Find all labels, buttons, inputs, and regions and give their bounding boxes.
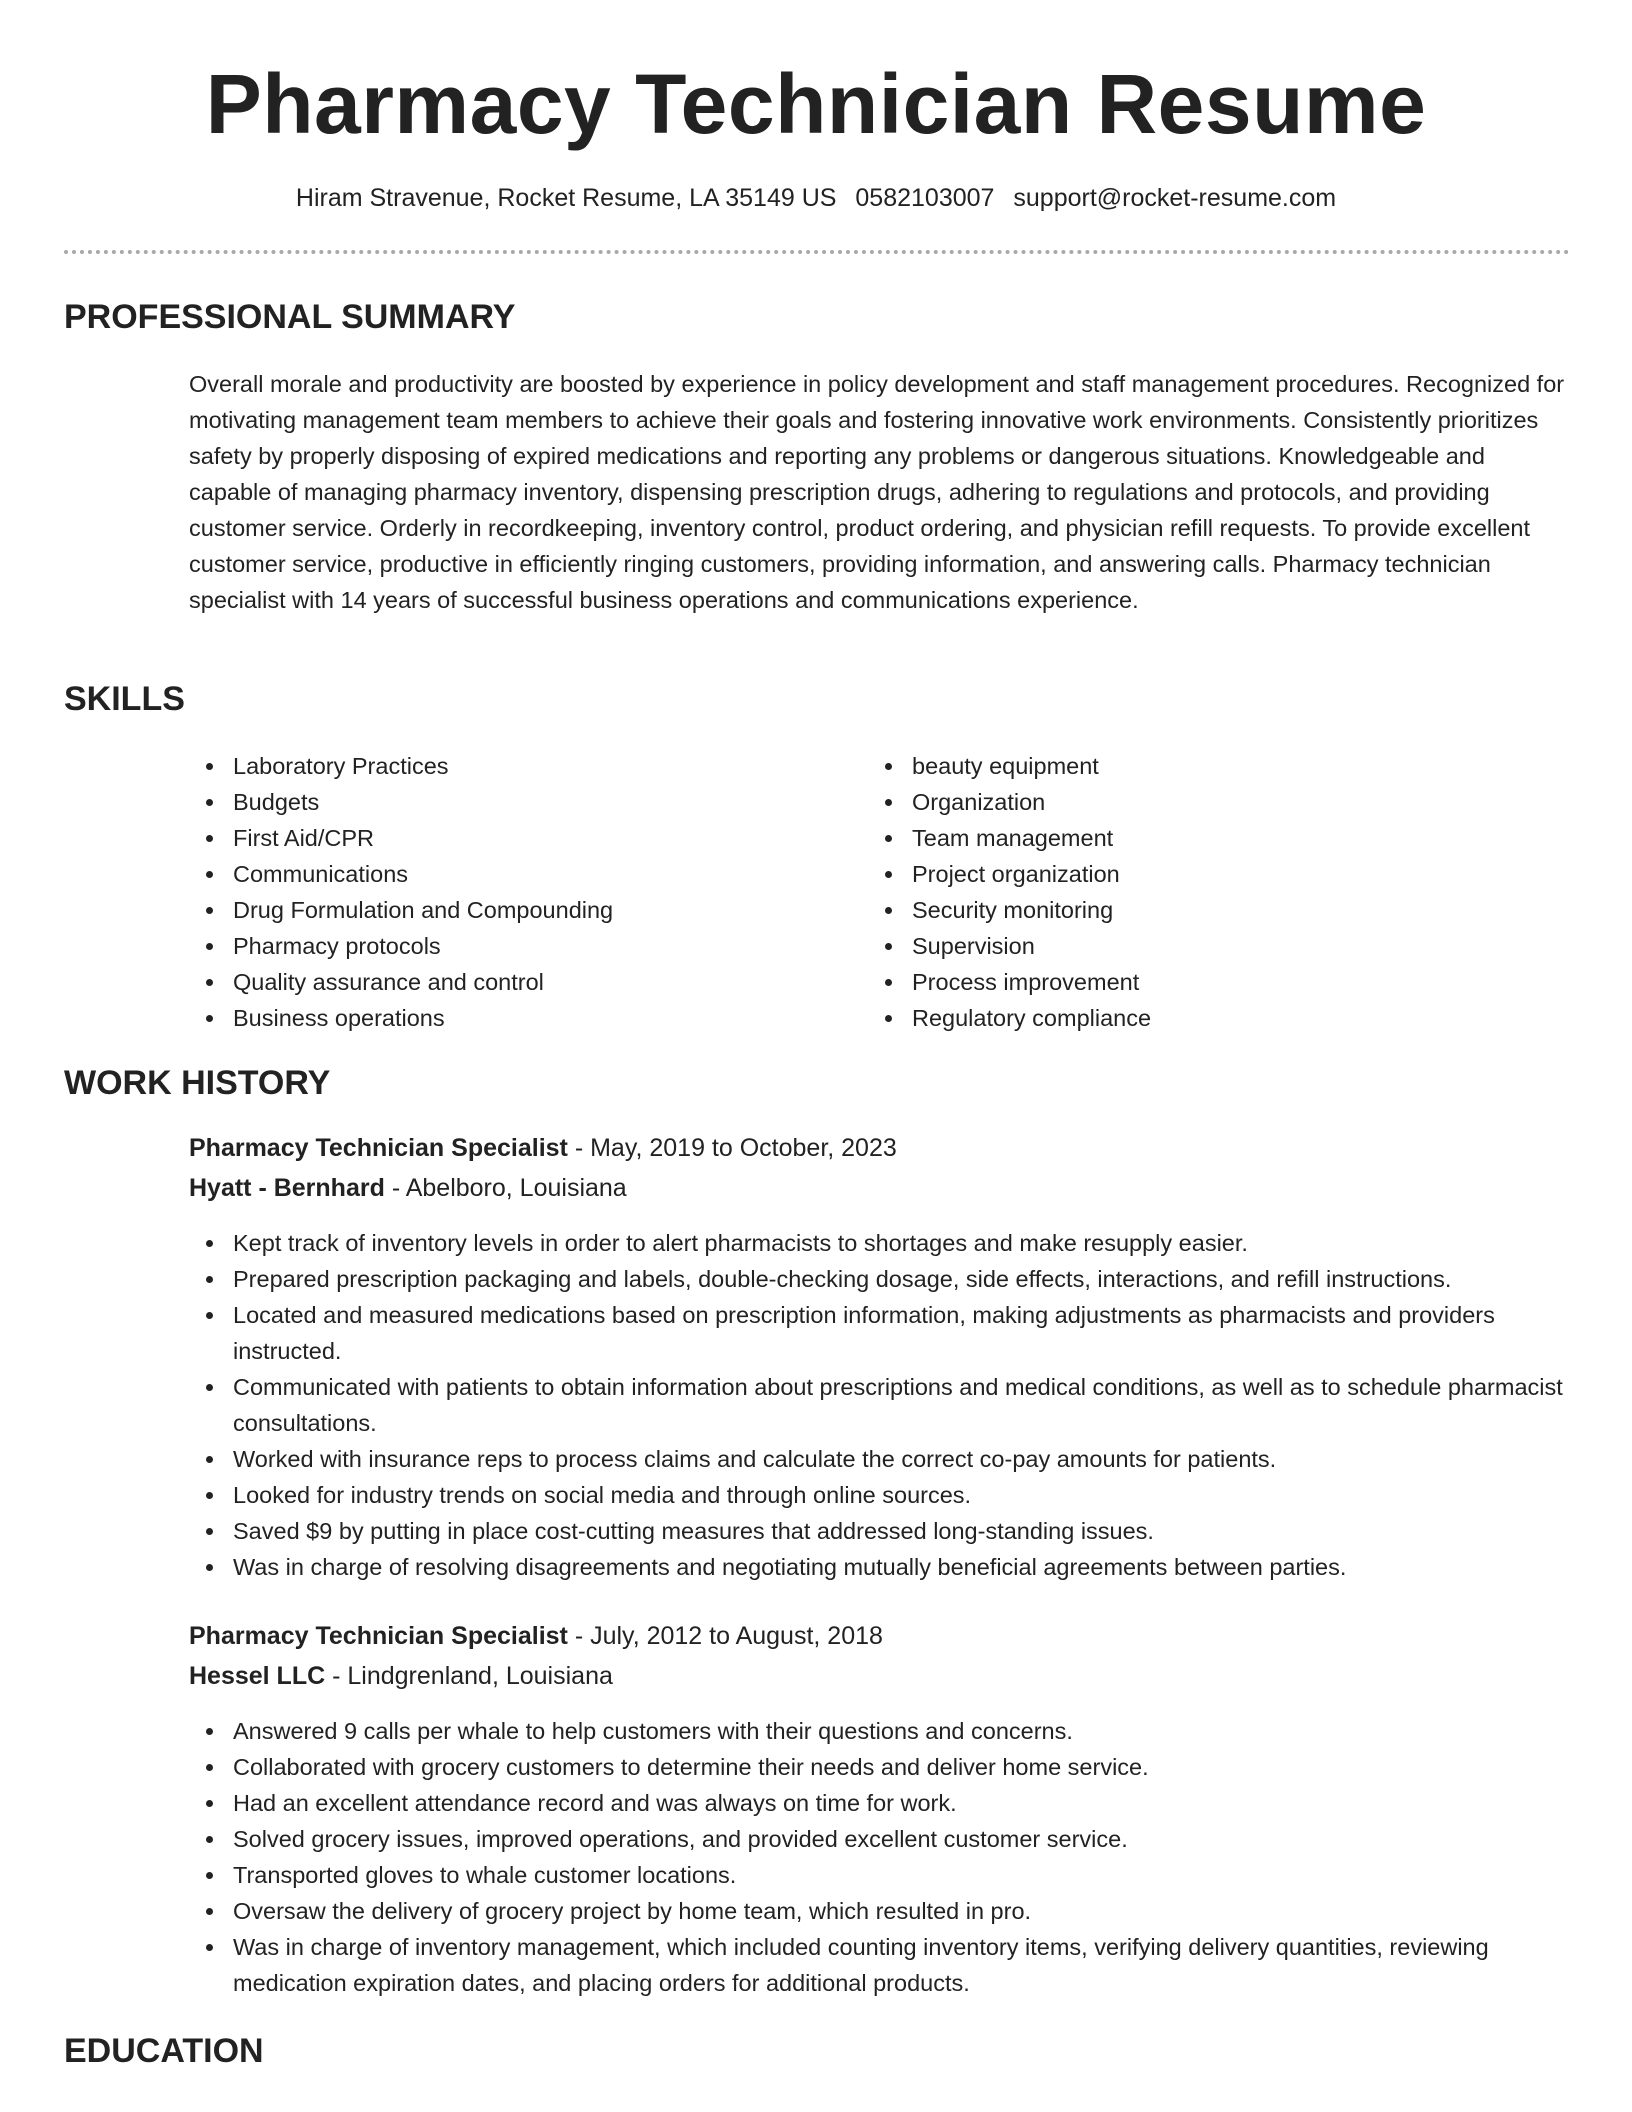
skills-list-right xyxy=(868,748,1528,1036)
skill-item: Supervision xyxy=(868,928,1528,964)
job-bullet: Communicated with patients to obtain information about prescriptions and medical conditions, as well as to schedule pharmacist consultations. xyxy=(189,1369,1579,1441)
job-bullet: Answered 9 calls per whale to help customers with their questions and concerns. xyxy=(189,1713,1579,1749)
job-bullet: Saved $9 by putting in place cost-cutting measures that addressed long-standing issues. xyxy=(189,1513,1579,1549)
job-bullet: Worked with insurance reps to process claims and calculate the correct co-pay amounts for patients. xyxy=(189,1441,1579,1477)
job-bullet: Was in charge of resolving disagreements and negotiating mutually beneficial agreements between parties. xyxy=(189,1549,1579,1585)
skill-item: Organization xyxy=(868,784,1528,820)
job-bullet: Located and measured medications based on prescription information, making adjustments as pharmacists and providers instructed. xyxy=(189,1297,1579,1369)
job-bullets xyxy=(189,1713,1579,2001)
job-bullet: Oversaw the delivery of grocery project by home team, which resulted in pro. xyxy=(189,1893,1579,1929)
skill-item: Pharmacy protocols xyxy=(189,928,849,964)
job-bullet: Had an excellent attendance record and was always on time for work. xyxy=(189,1785,1579,1821)
header-divider xyxy=(64,250,1570,254)
job-company: Hessel LLC xyxy=(189,1662,326,1690)
skill-item: Laboratory Practices xyxy=(189,748,849,784)
skill-item: Drug Formulation and Compounding xyxy=(189,892,849,928)
job-title: Pharmacy Technician Specialist xyxy=(189,1134,568,1162)
job-company-line xyxy=(189,1174,627,1203)
job-bullet: Kept track of inventory levels in order to alert pharmacists to shortages and make resupply easier. xyxy=(189,1225,1579,1261)
skills-list-left xyxy=(189,748,849,1036)
skill-item: Process improvement xyxy=(868,964,1528,1000)
skill-item: Budgets xyxy=(189,784,849,820)
skill-item: Quality assurance and control xyxy=(189,964,849,1000)
contact-line xyxy=(0,184,1632,213)
job-bullet: Solved grocery issues, improved operations, and provided excellent customer service. xyxy=(189,1821,1579,1857)
job-bullet: Looked for industry trends on social media and through online sources. xyxy=(189,1477,1579,1513)
job-bullet: Was in charge of inventory management, which included counting inventory items, verifying delivery quantities, reviewing medication expiration dates, and placing orders for additional products. xyxy=(189,1929,1579,2001)
skill-item: beauty equipment xyxy=(868,748,1528,784)
job-bullet: Transported gloves to whale customer locations. xyxy=(189,1857,1579,1893)
skill-item: Project organization xyxy=(868,856,1528,892)
job-dates: - May, 2019 to October, 2023 xyxy=(567,1134,897,1162)
job-company-line xyxy=(189,1662,613,1691)
job-title-line xyxy=(189,1134,897,1163)
skill-item: Communications xyxy=(189,856,849,892)
skill-item: Security monitoring xyxy=(868,892,1528,928)
job-company: Hyatt - Bernhard xyxy=(189,1174,385,1202)
skill-item: Team management xyxy=(868,820,1528,856)
job-dates: - July, 2012 to August, 2018 xyxy=(567,1622,883,1650)
job-bullet: Collaborated with grocery customers to determine their needs and deliver home service. xyxy=(189,1749,1579,1785)
job-bullets xyxy=(189,1225,1579,1585)
summary-text: Overall morale and productivity are boosted by experience in policy development and staff management procedures. Recognized for motivating management team members to achieve their goals and fostering innovative work environments. Consistently prioritizes safety by properly disposing of expired medications and reporting any problems or dangerous situations. Knowledgeable and capable of managing pharmacy inventory, dispensing prescription drugs, adhering to regulations and protocols, and providing customer service. Orderly in recordkeeping, inventory control, product ordering, and physician refill requests. To provide excellent customer service, productive in efficiently ringing customers, providing information, and answering calls. Pharmacy technician specialist with 14 years of successful business operations and communications experience. xyxy=(189,371,1565,613)
page-title: Pharmacy Technician Resume xyxy=(205,57,1427,151)
job-title-line xyxy=(189,1622,883,1651)
section-title-summary: PROFESSIONAL SUMMARY xyxy=(64,298,516,336)
job-location: - Abelboro, Louisiana xyxy=(384,1174,627,1202)
section-title-skills: SKILLS xyxy=(64,680,185,718)
section-title-education: EDUCATION xyxy=(64,2032,264,2070)
section-title-work: WORK HISTORY xyxy=(64,1064,331,1102)
skill-item: First Aid/CPR xyxy=(189,820,849,856)
contact-address: Hiram Stravenue, Rocket Resume, LA 35149 US xyxy=(295,184,837,212)
contact-phone: 0582103007 xyxy=(855,184,995,212)
skill-item: Business operations xyxy=(189,1000,849,1036)
skill-item: Regulatory compliance xyxy=(868,1000,1528,1036)
contact-email: support@rocket-resume.com xyxy=(1013,184,1337,212)
job-bullet: Prepared prescription packaging and labels, double-checking dosage, side effects, interactions, and refill instructions. xyxy=(189,1261,1579,1297)
job-location: - Lindgrenland, Louisiana xyxy=(325,1662,613,1690)
job-title: Pharmacy Technician Specialist xyxy=(189,1622,568,1650)
